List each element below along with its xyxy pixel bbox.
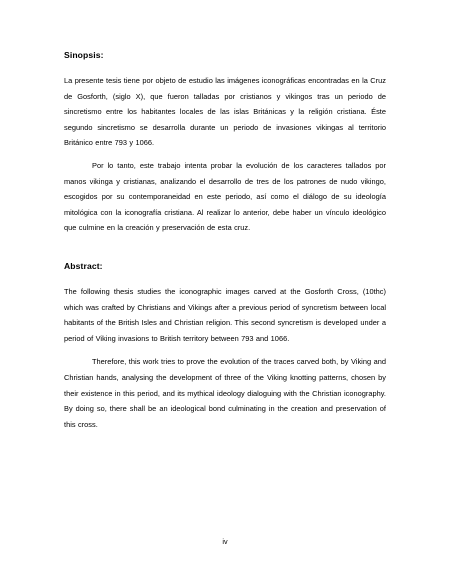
- page-content: [64, 50, 386, 432]
- abstract-heading: Abstract:: [64, 260, 103, 271]
- page-number: iv: [222, 537, 228, 546]
- sinopsis-paragraph-1: La presente tesis tiene por objeto de estudio las imágenes iconográficas encontradas en la Cruz de Gosforth, (siglo X), que fueron talladas por cristianos y vikingos tras un periodo de sincretismo entre los habitantes locales de las islas Británicas y la religión cristiana. Éste segundo sincretismo se desarrolla durante un periodo de invasiones vikingas al territorio Británico entre 793 y 1066.: [64, 76, 386, 148]
- sinopsis-heading: Sinopsis:: [64, 50, 104, 60]
- sinopsis-paragraph-2: Por lo tanto, este trabajo intenta probar la evolución de los caracteres tallados por manos vikinga y cristianas, analizando el desarrollo de tres de los patrones de nudo vikingo, escogidos por su contemporaneidad en este periodo, así como el diálogo de su ideología mitológica con la iconografía cristiana. Al realizar lo anterior, debe haber un vínculo ideológico que culmine en la creación y preservación de esta cruz.: [64, 160, 386, 233]
- abstract-paragraph-2: Therefore, this work tries to prove the evolution of the traces carved both, by Viking and Christian hands, analysing the development of three of the Viking knotting patterns, chosen by their existence in this period, and its mythical ideology dialoguing with the Christian iconography. By doing so, there shall be an ideological bond culminating in the creation and preservation of this cross.: [64, 357, 386, 429]
- abstract-paragraph-1: The following thesis studies the iconographic images carved at the Gosforth Cross, (10thc) which was crafted by Christians and Vikings after a previous period of syncretism between local habitants of the British Isles and Christian religion. This second syncretism is developed under a period of Viking invasions to British territory between 793 and 1066.: [64, 286, 386, 343]
